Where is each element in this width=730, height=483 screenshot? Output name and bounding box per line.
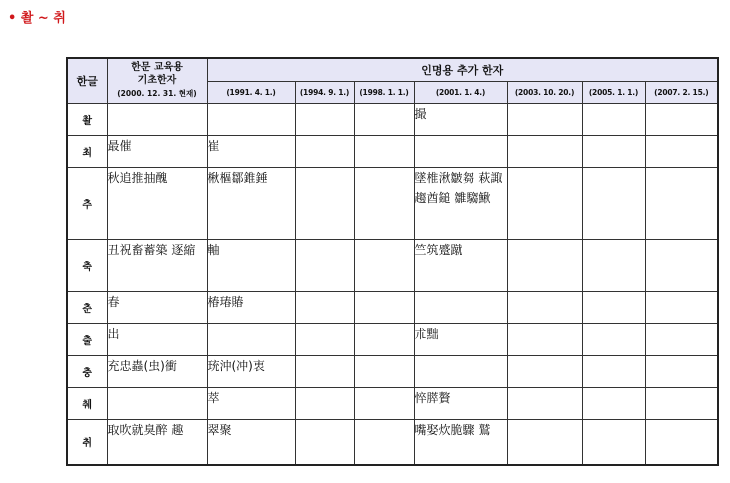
cell-2005 — [582, 355, 645, 387]
cell-basic: 春 — [107, 291, 207, 323]
cell-1998 — [354, 387, 414, 419]
cell-2007 — [645, 323, 718, 355]
cell-1991 — [207, 323, 295, 355]
cell-2001 — [414, 355, 507, 387]
row-syllable: 촬 — [67, 103, 107, 135]
cell-1991: 崔 — [207, 135, 295, 167]
cell-2003 — [507, 239, 582, 291]
cell-1994 — [295, 103, 354, 135]
cell-2005 — [582, 103, 645, 135]
cell-2001: 嘴娶炊脆驟 鷲 — [414, 419, 507, 465]
table-row — [67, 355, 718, 387]
header-date-2007: (2007. 2. 15.) — [645, 81, 718, 103]
cell-1998 — [354, 239, 414, 291]
row-syllable: 취 — [67, 419, 107, 465]
cell-2007 — [645, 291, 718, 323]
cell-1991: 翠聚 — [207, 419, 295, 465]
table-row — [67, 387, 718, 419]
cell-1994 — [295, 135, 354, 167]
cell-basic: 出 — [107, 323, 207, 355]
row-syllable: 최 — [67, 135, 107, 167]
cell-2001: 朮黜 — [414, 323, 507, 355]
cell-1991: 萃 — [207, 387, 295, 419]
header-date-1991: (1991. 4. 1.) — [207, 81, 295, 103]
cell-1994 — [295, 419, 354, 465]
cell-2001: 墜椎湫皺芻 萩諏趨酋鎚 雛騶鰍 — [414, 167, 507, 239]
header-basic-hanja — [107, 58, 207, 103]
cell-1994 — [295, 355, 354, 387]
cell-1991: 珫沖(冲)衷 — [207, 355, 295, 387]
table-row — [67, 167, 718, 239]
cell-1994 — [295, 167, 354, 239]
header-date-2003: (2003. 10. 20.) — [507, 81, 582, 103]
cell-2003 — [507, 291, 582, 323]
cell-2003 — [507, 135, 582, 167]
header-syllable: 한글 — [67, 58, 107, 103]
cell-1994 — [295, 387, 354, 419]
row-syllable: 춘 — [67, 291, 107, 323]
cell-1994 — [295, 291, 354, 323]
cell-2001: 竺筑蹙蹴 — [414, 239, 507, 291]
cell-2001 — [414, 291, 507, 323]
cell-basic: 取吹就臭醉 趣 — [107, 419, 207, 465]
cell-2001 — [414, 135, 507, 167]
cell-1998 — [354, 419, 414, 465]
cell-1998 — [354, 291, 414, 323]
cell-2005 — [582, 419, 645, 465]
row-syllable: 축 — [67, 239, 107, 291]
header-basic-line2: 기초한자 — [137, 75, 177, 87]
cell-2007 — [645, 239, 718, 291]
cell-2003 — [507, 419, 582, 465]
cell-2007 — [645, 387, 718, 419]
cell-2003 — [507, 103, 582, 135]
row-syllable: 충 — [67, 355, 107, 387]
table-row — [67, 419, 718, 465]
header-date-2001: (2001. 1. 4.) — [414, 81, 507, 103]
cell-1994 — [295, 239, 354, 291]
cell-2007 — [645, 167, 718, 239]
header-basic-line1: 한문 교육용 — [131, 62, 183, 74]
cell-2007 — [645, 355, 718, 387]
cell-2003 — [507, 323, 582, 355]
row-syllable: 출 — [67, 323, 107, 355]
cell-2005 — [582, 323, 645, 355]
header-date-1994: (1994. 9. 1.) — [295, 81, 354, 103]
cell-2005 — [582, 167, 645, 239]
table-row — [67, 103, 718, 135]
header-basic-date: (2000. 12. 31. 현재) — [117, 89, 197, 99]
cell-1991: 軸 — [207, 239, 295, 291]
row-syllable: 추 — [67, 167, 107, 239]
cell-1998 — [354, 323, 414, 355]
cell-basic — [107, 103, 207, 135]
cell-2007 — [645, 103, 718, 135]
cell-2001: 撮 — [414, 103, 507, 135]
cell-2005 — [582, 135, 645, 167]
cell-2001: 悴膵贅 — [414, 387, 507, 419]
table-row — [67, 239, 718, 291]
cell-2005 — [582, 387, 645, 419]
cell-basic: 充忠蟲(虫)衝 — [107, 355, 207, 387]
cell-2003 — [507, 167, 582, 239]
cell-1991 — [207, 103, 295, 135]
cell-2003 — [507, 387, 582, 419]
cell-2007 — [645, 135, 718, 167]
table-row — [67, 291, 718, 323]
cell-1991: 椿瑃賰 — [207, 291, 295, 323]
cell-basic: 秋追推抽醜 — [107, 167, 207, 239]
table-row — [67, 135, 718, 167]
cell-1998 — [354, 103, 414, 135]
hanja-table — [66, 57, 719, 466]
header-name-hanja: 인명용 추가 한자 — [207, 58, 718, 81]
cell-1998 — [354, 135, 414, 167]
header-date-1998: (1998. 1. 1.) — [354, 81, 414, 103]
row-syllable: 췌 — [67, 387, 107, 419]
section-heading: • 촬 ~ 취 — [8, 11, 66, 26]
cell-basic — [107, 387, 207, 419]
cell-2007 — [645, 419, 718, 465]
cell-2005 — [582, 291, 645, 323]
header-date-2005: (2005. 1. 1.) — [582, 81, 645, 103]
cell-1991: 楸樞鄒錐錘 — [207, 167, 295, 239]
cell-basic: 丑祝畜蓄築 逐縮 — [107, 239, 207, 291]
cell-2003 — [507, 355, 582, 387]
cell-1998 — [354, 167, 414, 239]
cell-1994 — [295, 323, 354, 355]
cell-1998 — [354, 355, 414, 387]
cell-basic: 最催 — [107, 135, 207, 167]
table-row — [67, 323, 718, 355]
cell-2005 — [582, 239, 645, 291]
